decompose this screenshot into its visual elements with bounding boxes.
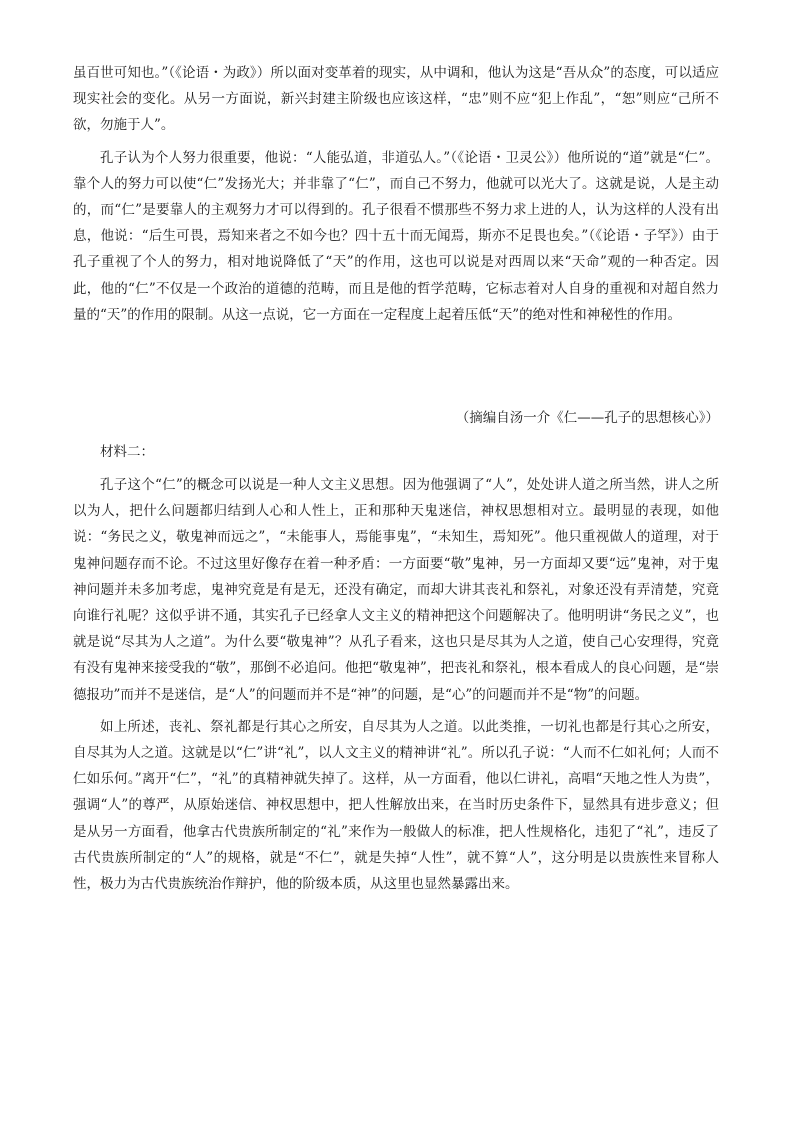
material-two-label: 材料二： [100,444,154,460]
source-citation: （摘编自汤一介《仁——孔子的思想核心》） [455,410,719,426]
text-block-upper [73,60,719,328]
source-citation-block [73,405,719,431]
paragraph-2: 孔子认为个人努力很重要，他说：“人能弘道，非道弘人。”（《论语・卫灵公》）他所说的“道”就是“仁”。靠个人的努力可以使“仁”发扬光大；并非靠了“仁”，而自己不努力，他就可以光大了。这就是说，人是主动的，而“仁”是要靠人的主观努力才可以得到的。孔子很看不惯那些不努力求上进的人，认为这样的人没有出息，他说：“后生可畏，焉知来者之不如今也？四十五十而无闻焉，斯亦不足畏也矣。”（《论语・子罕》）由于孔子重视了个人的努力，相对地说降低了“天”的作用，这也可以说是对西周以来“天命”观的一种否定。因此，他的“仁”不仅是一个政治的道德的范畴，而且是他的哲学范畴，它标志着对人自身的重视和对超自然力量的“天”的作用的限制。从这一点说，它一方面在一定程度上起着压低“天”的绝对性和神秘性的作用。 [73,149,719,323]
paragraph-3: 孔子这个“仁”的概念可以说是一种人文主义思想。因为他强调了“人”，处处讲人道之所当然，讲人之所以为人，把什么问题都归结到人心和人性上，正和那种天鬼迷信，神权思想相对立。最明显的表现，如他说：“务民之义，敬鬼神而远之”，“未能事人，焉能事鬼”，“未知生，焉知死”。他只重视做人的道理，对于鬼神问题存而不论。不过这里好像存在着一种矛盾：一方面要“敬”鬼神，另一方面却又要“远”鬼神，对于鬼神问题并未多加考虑，鬼神究竟是有是无，还没有确定，而却大讲其丧礼和祭礼，对象还没有弄清楚，究竟向谁行礼呢？这似乎讲不通，其实孔子已经拿人文主义的精神把这个问题解决了。他明明讲“务民之义”，也就是说“尽其为人之道”。为什么要“敬鬼神”？从孔子看来，这也只是尽其为人之道，使自己心安理得，究竟有没有鬼神来接受我的“敬”，那倒不必追问。他把“敬鬼神”，把丧礼和祭礼，根本看成人的良心问题，是“崇德报功”而并不是迷信，是“人”的问题而并不是“神”的问题，是“心”的问题而并不是“物”的问题。 [73,477,719,703]
paragraph-1: 虽百世可知也。”（《论语・为政》）所以面对变革着的现实，从中调和，他认为这是“吾从众”的态度，可以适应现实社会的变化。从另一方面说，新兴封建主阶级也应该这样，“忠”则不应“犯上作乱”，“恕”则应“己所不欲，勿施于人”。 [73,65,719,134]
paragraph-4: 如上所述，丧礼、祭礼都是行其心之所安，自尽其为人之道。以此类推，一切礼也都是行其心之所安，自尽其为人之道。这就是以“仁”讲“礼”，以人文主义的精神讲“礼”。所以孔子说：“人而不仁如礼何；人而不仁如乐何。”离开“仁”，“礼”的真精神就失掉了。这样，从一方面看，他以仁讲礼，高唱“天地之性人为贵”，强调“人”的尊严，从原始迷信、神权思想中，把人性解放出来，在当时历史条件下，显然具有进步意义；但是从另一方面看，他拿古代贵族所制定的“礼”来作为一般做人的标准，把人性规格化，违犯了“礼”，违反了古代贵族所制定的“人”的规格，就是“不仁”，就是失掉“人性”，就不算“人”，这分明是以贵族性来冒称人性，极力为古代贵族统治作辩护，他的阶级本质，从这里也显然暴露出来。 [73,718,719,893]
material-two-label-block [73,439,719,465]
text-block-lower [73,472,719,897]
